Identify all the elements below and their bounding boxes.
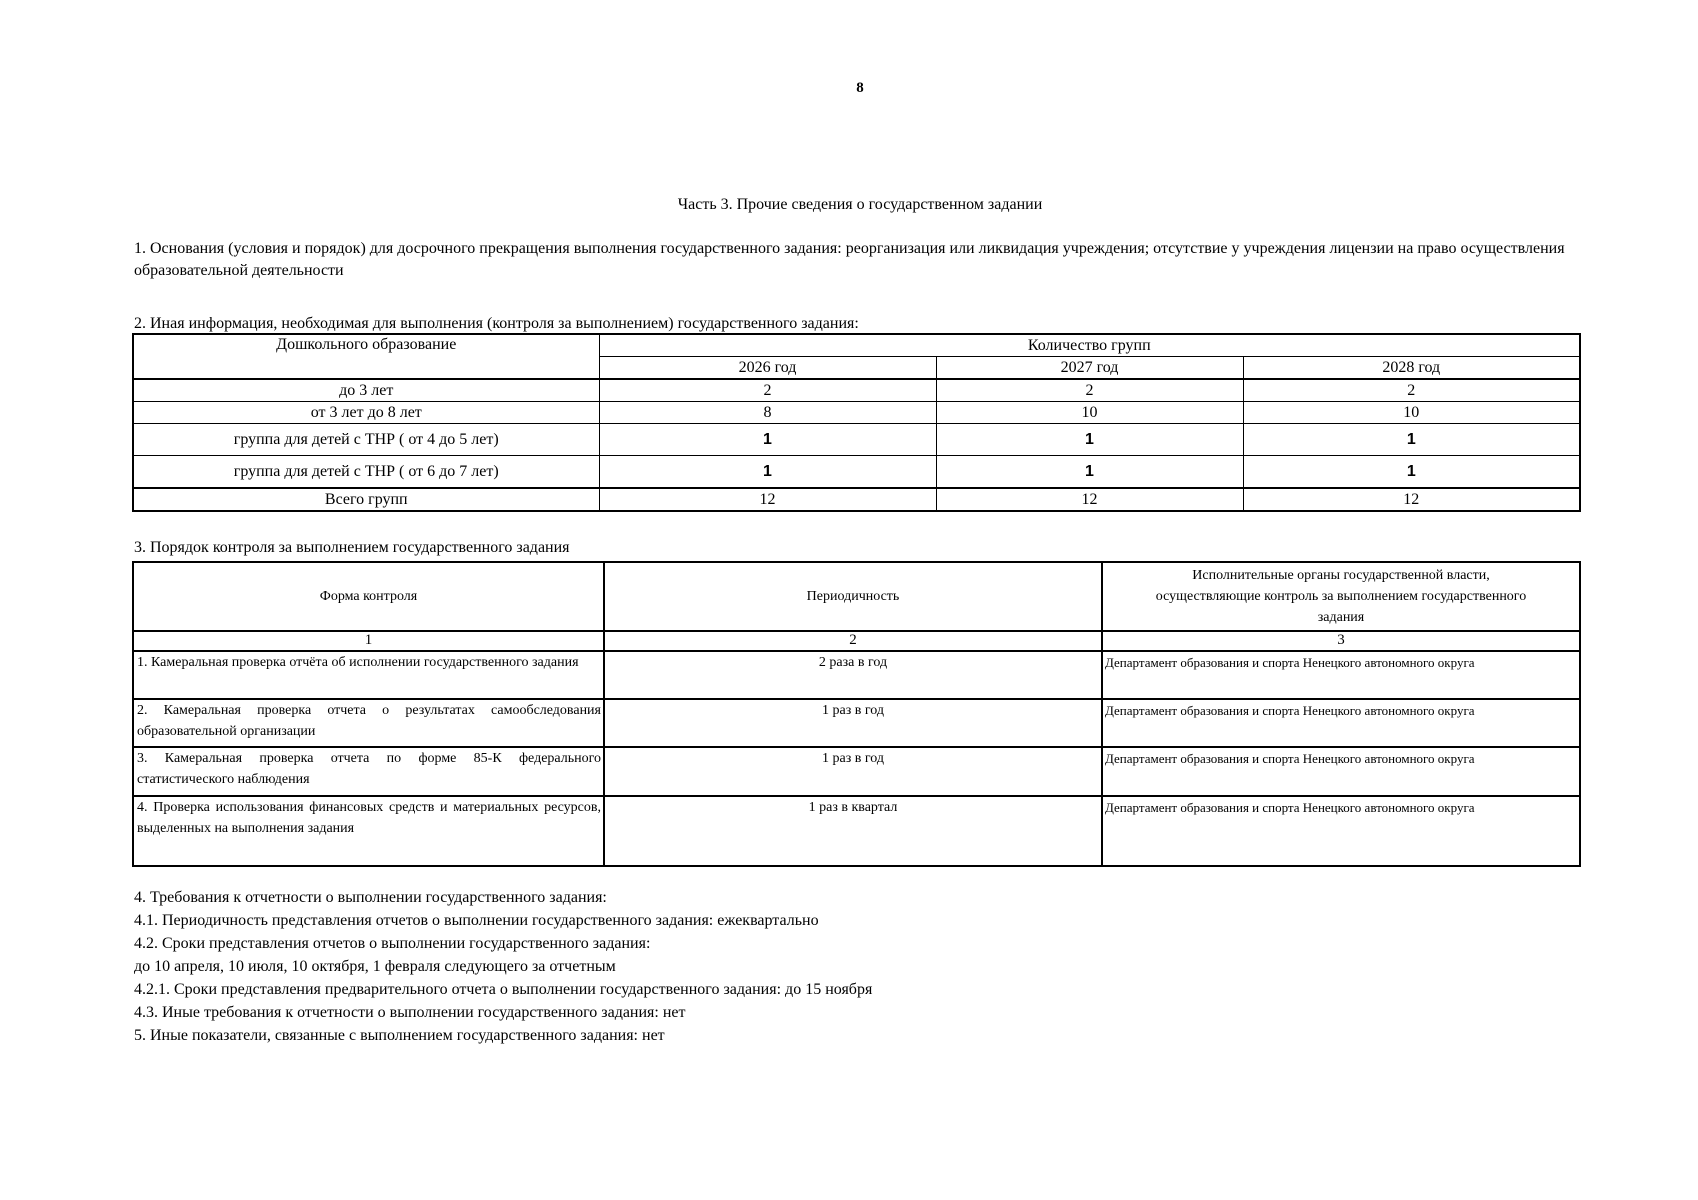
control-period: 2 раза в год — [604, 651, 1102, 699]
row-value: 2 — [1243, 379, 1580, 402]
row-value: 1 — [599, 424, 936, 456]
control-organ: Департамент образования и спорта Ненецкого автономного округа — [1102, 699, 1580, 747]
row-label: группа для детей с ТНР ( от 6 до 7 лет) — [133, 456, 599, 489]
row-value: 10 — [936, 402, 1243, 424]
groups-count-header: Количество групп — [599, 334, 1580, 357]
row-value: 1 — [1243, 456, 1580, 489]
control-period: 1 раз в год — [604, 747, 1102, 796]
col-number: 2 — [604, 631, 1102, 651]
total-value: 12 — [1243, 488, 1580, 511]
control-organ: Департамент образования и спорта Ненецкого автономного округа — [1102, 651, 1580, 699]
page-number: 8 — [856, 80, 864, 96]
header-form: Форма контроля — [133, 562, 604, 631]
row-value: 10 — [1243, 402, 1580, 424]
groups-col-label: Дошкольного образование — [133, 334, 599, 379]
table-row — [133, 456, 1580, 489]
row-value: 1 — [1243, 424, 1580, 456]
part-title: Часть 3. Прочие сведения о государственном задании — [677, 196, 1043, 213]
header-organ: Исполнительные органы государственной власти, осуществляющие контроль за выполнением государственного задания — [1102, 562, 1580, 631]
table-row — [133, 699, 1580, 747]
table-row — [133, 424, 1580, 456]
section-4-heading: 4. Требования к отчетности о выполнении государственного задания: — [134, 889, 607, 906]
section-4-3: 4.3. Иные требования к отчетности о выполнении государственного задания: нет — [134, 1004, 686, 1021]
section-4-2-1: 4.2.1. Сроки представления предварительного отчета о выполнении государственного задания: до 15 ноября — [134, 981, 873, 998]
table-row — [133, 379, 1580, 402]
section-3-title: 3. Порядок контроля за выполнением государственного задания — [134, 539, 570, 556]
control-period: 1 раз в год — [604, 699, 1102, 747]
control-organ: Департамент образования и спорта Ненецкого автономного округа — [1102, 796, 1580, 866]
row-label: группа для детей с ТНР ( от 4 до 5 лет) — [133, 424, 599, 456]
section-1-text: 1. Основания (условия и порядок) для досрочного прекращения выполнения государственного задания: реорганизация или ликвидация учреждения; отсутствие у учреждения лицензии на право осуществления образовательной деятельности — [134, 240, 1565, 279]
total-value: 12 — [936, 488, 1243, 511]
total-value: 12 — [599, 488, 936, 511]
control-form: 2. Камеральная проверка отчета о результатах самообследования образовательной организации — [133, 699, 604, 747]
col-number: 1 — [133, 631, 604, 651]
groups-table — [132, 333, 1581, 512]
year-header: 2027 год — [936, 357, 1243, 380]
control-period: 1 раз в квартал — [604, 796, 1102, 866]
header-period: Периодичность — [604, 562, 1102, 631]
row-label: до 3 лет — [133, 379, 599, 402]
control-form: 1. Камеральная проверка отчёта об исполнении государственного задания — [133, 651, 604, 699]
section-2-title: 2. Иная информация, необходимая для выполнения (контроля за выполнением) государственного задания: — [134, 315, 859, 332]
row-value: 1 — [936, 456, 1243, 489]
col-number: 3 — [1102, 631, 1580, 651]
control-form: 3. Камеральная проверка отчета по форме 85-К федерального статистического наблюдения — [133, 747, 604, 796]
row-value: 1 — [599, 456, 936, 489]
section-5: 5. Иные показатели, связанные с выполнением государственного задания: нет — [134, 1027, 665, 1044]
section-4-2-dates: до 10 апреля, 10 июля, 10 октября, 1 февраля следующего за отчетным — [134, 958, 616, 975]
row-label: от 3 лет до 8 лет — [133, 402, 599, 424]
year-header: 2026 год — [599, 357, 936, 380]
year-header: 2028 год — [1243, 357, 1580, 380]
table-row — [133, 796, 1580, 866]
section-4-2: 4.2. Сроки представления отчетов о выполнении государственного задания: — [134, 935, 651, 952]
table-row — [133, 747, 1580, 796]
section-4-1: 4.1. Периодичность представления отчетов о выполнении государственного задания: ежеквартально — [134, 912, 819, 929]
total-label: Всего групп — [133, 488, 599, 511]
table-row — [133, 402, 1580, 424]
table-row — [133, 651, 1580, 699]
row-value: 2 — [599, 379, 936, 402]
control-table — [132, 561, 1581, 867]
control-form: 4. Проверка использования финансовых средств и материальных ресурсов, выделенных на выполнения задания — [133, 796, 604, 866]
total-row — [133, 488, 1580, 511]
row-value: 2 — [936, 379, 1243, 402]
row-value: 8 — [599, 402, 936, 424]
control-organ: Департамент образования и спорта Ненецкого автономного округа — [1102, 747, 1580, 796]
row-value: 1 — [936, 424, 1243, 456]
